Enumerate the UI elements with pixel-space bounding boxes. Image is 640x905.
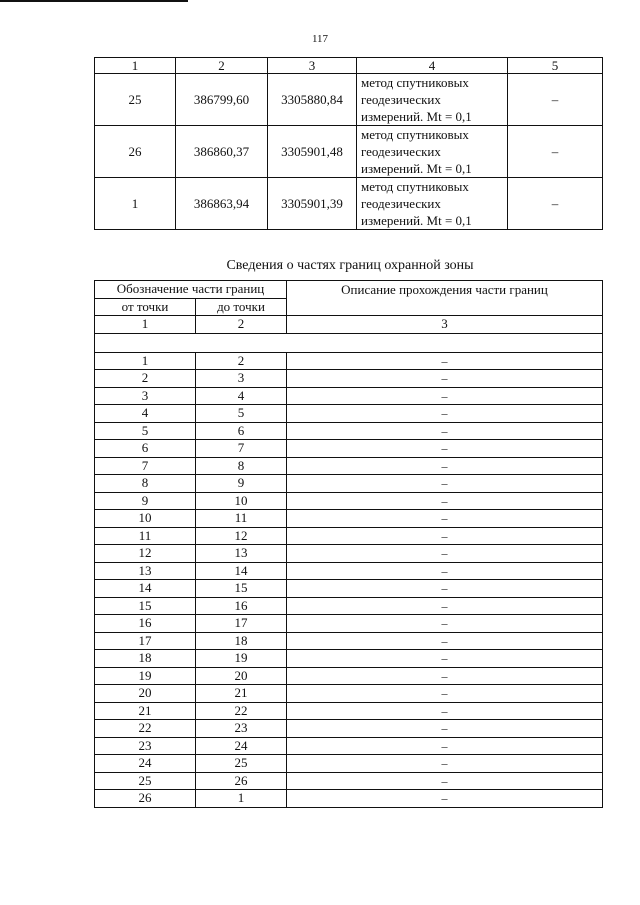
from-point-cell: 5 <box>95 422 196 440</box>
boundary-part-row <box>95 615 603 633</box>
boundary-part-row <box>95 440 603 458</box>
to-point-cell: 14 <box>196 562 287 580</box>
from-point-cell: 22 <box>95 720 196 738</box>
from-point-cell: 8 <box>95 475 196 493</box>
boundary-part-row <box>95 632 603 650</box>
boundary-part-row <box>95 370 603 388</box>
boundary-part-row <box>95 772 603 790</box>
column-5-cell: – <box>508 178 603 230</box>
to-point-cell: 5 <box>196 405 287 423</box>
column-number: 5 <box>508 58 603 74</box>
from-point-cell: 12 <box>95 545 196 563</box>
to-point-cell: 19 <box>196 650 287 668</box>
to-point-cell: 15 <box>196 580 287 598</box>
to-point-cell: 21 <box>196 685 287 703</box>
description-cell: – <box>287 510 603 528</box>
blank-cell <box>95 333 603 352</box>
description-cell: – <box>287 667 603 685</box>
boundary-part-row <box>95 667 603 685</box>
description-cell: – <box>287 720 603 738</box>
method-line: измерений. Mt = 0,1 <box>361 109 472 124</box>
to-point-cell: 11 <box>196 510 287 528</box>
description-cell: – <box>287 405 603 423</box>
to-point-cell: 10 <box>196 492 287 510</box>
x-coordinate-cell: 386799,60 <box>176 74 268 126</box>
description-cell: – <box>287 562 603 580</box>
to-point-cell: 25 <box>196 755 287 773</box>
boundary-part-row <box>95 475 603 493</box>
point-number-cell: 26 <box>95 126 176 178</box>
from-point-cell: 17 <box>95 632 196 650</box>
description-cell: – <box>287 352 603 370</box>
boundary-part-row <box>95 720 603 738</box>
from-point-cell: 14 <box>95 580 196 598</box>
from-point-cell: 24 <box>95 755 196 773</box>
to-point-cell: 4 <box>196 387 287 405</box>
from-point-cell: 16 <box>95 615 196 633</box>
from-point-cell: 18 <box>95 650 196 668</box>
y-coordinate-cell: 3305901,48 <box>268 126 357 178</box>
description-cell: – <box>287 370 603 388</box>
boundary-part-row <box>95 790 603 808</box>
y-coordinate-cell: 3305901,39 <box>268 178 357 230</box>
header-description-label: Описание прохождения части границ <box>287 281 603 316</box>
method-line: метод спутниковых <box>361 75 469 90</box>
from-point-cell: 3 <box>95 387 196 405</box>
x-coordinate-cell: 386863,94 <box>176 178 268 230</box>
header-group-label: Обозначение части границ <box>95 281 287 299</box>
description-cell: – <box>287 772 603 790</box>
to-point-cell: 13 <box>196 545 287 563</box>
description-cell: – <box>287 615 603 633</box>
method-cell <box>357 74 508 126</box>
from-point-cell: 20 <box>95 685 196 703</box>
description-cell: – <box>287 597 603 615</box>
description-cell: – <box>287 737 603 755</box>
description-cell: – <box>287 702 603 720</box>
boundary-part-row <box>95 562 603 580</box>
coordinates-row <box>95 74 603 126</box>
description-cell: – <box>287 475 603 493</box>
column-number: 3 <box>268 58 357 74</box>
description-cell: – <box>287 457 603 475</box>
description-cell: – <box>287 492 603 510</box>
column-number: 1 <box>95 316 196 334</box>
point-number-cell: 25 <box>95 74 176 126</box>
boundary-part-row <box>95 492 603 510</box>
boundary-number-row <box>95 316 603 334</box>
x-coordinate-cell: 386860,37 <box>176 126 268 178</box>
to-point-cell: 1 <box>196 790 287 808</box>
boundary-part-row <box>95 545 603 563</box>
description-cell: – <box>287 790 603 808</box>
from-point-cell: 13 <box>95 562 196 580</box>
boundary-part-row <box>95 527 603 545</box>
from-point-cell: 25 <box>95 772 196 790</box>
to-point-cell: 24 <box>196 737 287 755</box>
to-point-cell: 20 <box>196 667 287 685</box>
to-point-cell: 18 <box>196 632 287 650</box>
to-point-cell: 17 <box>196 615 287 633</box>
method-cell <box>357 126 508 178</box>
coordinates-header-row <box>95 58 603 74</box>
boundary-part-row <box>95 685 603 703</box>
column-number: 1 <box>95 58 176 74</box>
description-cell: – <box>287 580 603 598</box>
coordinates-table <box>94 57 603 230</box>
to-point-cell: 8 <box>196 457 287 475</box>
method-line: геодезических <box>361 196 441 211</box>
from-point-cell: 19 <box>95 667 196 685</box>
to-point-cell: 2 <box>196 352 287 370</box>
method-line: метод спутниковых <box>361 179 469 194</box>
boundary-part-row <box>95 755 603 773</box>
boundary-part-row <box>95 702 603 720</box>
top-rule <box>0 0 188 2</box>
from-point-cell: 2 <box>95 370 196 388</box>
from-point-cell: 26 <box>95 790 196 808</box>
method-cell <box>357 178 508 230</box>
description-cell: – <box>287 755 603 773</box>
y-coordinate-cell: 3305880,84 <box>268 74 357 126</box>
from-point-cell: 7 <box>95 457 196 475</box>
to-point-cell: 16 <box>196 597 287 615</box>
to-point-cell: 3 <box>196 370 287 388</box>
boundary-part-row <box>95 457 603 475</box>
from-point-cell: 10 <box>95 510 196 528</box>
column-number: 2 <box>176 58 268 74</box>
to-point-cell: 7 <box>196 440 287 458</box>
description-cell: – <box>287 527 603 545</box>
section-title: Сведения о частях границ охранной зоны <box>226 258 474 273</box>
to-point-cell: 12 <box>196 527 287 545</box>
header-from-label: от точки <box>95 298 196 316</box>
from-point-cell: 9 <box>95 492 196 510</box>
blank-row <box>95 333 603 352</box>
from-point-cell: 4 <box>95 405 196 423</box>
boundary-header-row <box>95 281 603 299</box>
from-point-cell: 23 <box>95 737 196 755</box>
method-line: метод спутниковых <box>361 127 469 142</box>
column-5-cell: – <box>508 126 603 178</box>
column-number: 4 <box>357 58 508 74</box>
header-to-label: до точки <box>196 298 287 316</box>
method-line: геодезических <box>361 92 441 107</box>
column-5-cell: – <box>508 74 603 126</box>
point-number-cell: 1 <box>95 178 176 230</box>
boundary-part-row <box>95 650 603 668</box>
boundary-part-row <box>95 510 603 528</box>
from-point-cell: 6 <box>95 440 196 458</box>
coordinates-row <box>95 178 603 230</box>
method-line: геодезических <box>361 144 441 159</box>
boundary-part-row <box>95 387 603 405</box>
description-cell: – <box>287 685 603 703</box>
to-point-cell: 9 <box>196 475 287 493</box>
to-point-cell: 22 <box>196 702 287 720</box>
description-cell: – <box>287 387 603 405</box>
description-cell: – <box>287 632 603 650</box>
column-number: 2 <box>196 316 287 334</box>
description-cell: – <box>287 440 603 458</box>
from-point-cell: 21 <box>95 702 196 720</box>
page-number: 117 <box>311 33 329 45</box>
from-point-cell: 15 <box>95 597 196 615</box>
from-point-cell: 1 <box>95 352 196 370</box>
to-point-cell: 6 <box>196 422 287 440</box>
description-cell: – <box>287 422 603 440</box>
method-line: измерений. Mt = 0,1 <box>361 213 472 228</box>
boundary-parts-table <box>94 280 603 808</box>
from-point-cell: 11 <box>95 527 196 545</box>
boundary-part-row <box>95 737 603 755</box>
column-number: 3 <box>287 316 603 334</box>
method-line: измерений. Mt = 0,1 <box>361 161 472 176</box>
boundary-part-row <box>95 580 603 598</box>
coordinates-row <box>95 126 603 178</box>
to-point-cell: 23 <box>196 720 287 738</box>
boundary-part-row <box>95 352 603 370</box>
boundary-part-row <box>95 422 603 440</box>
boundary-part-row <box>95 597 603 615</box>
boundary-part-row <box>95 405 603 423</box>
to-point-cell: 26 <box>196 772 287 790</box>
description-cell: – <box>287 650 603 668</box>
description-cell: – <box>287 545 603 563</box>
